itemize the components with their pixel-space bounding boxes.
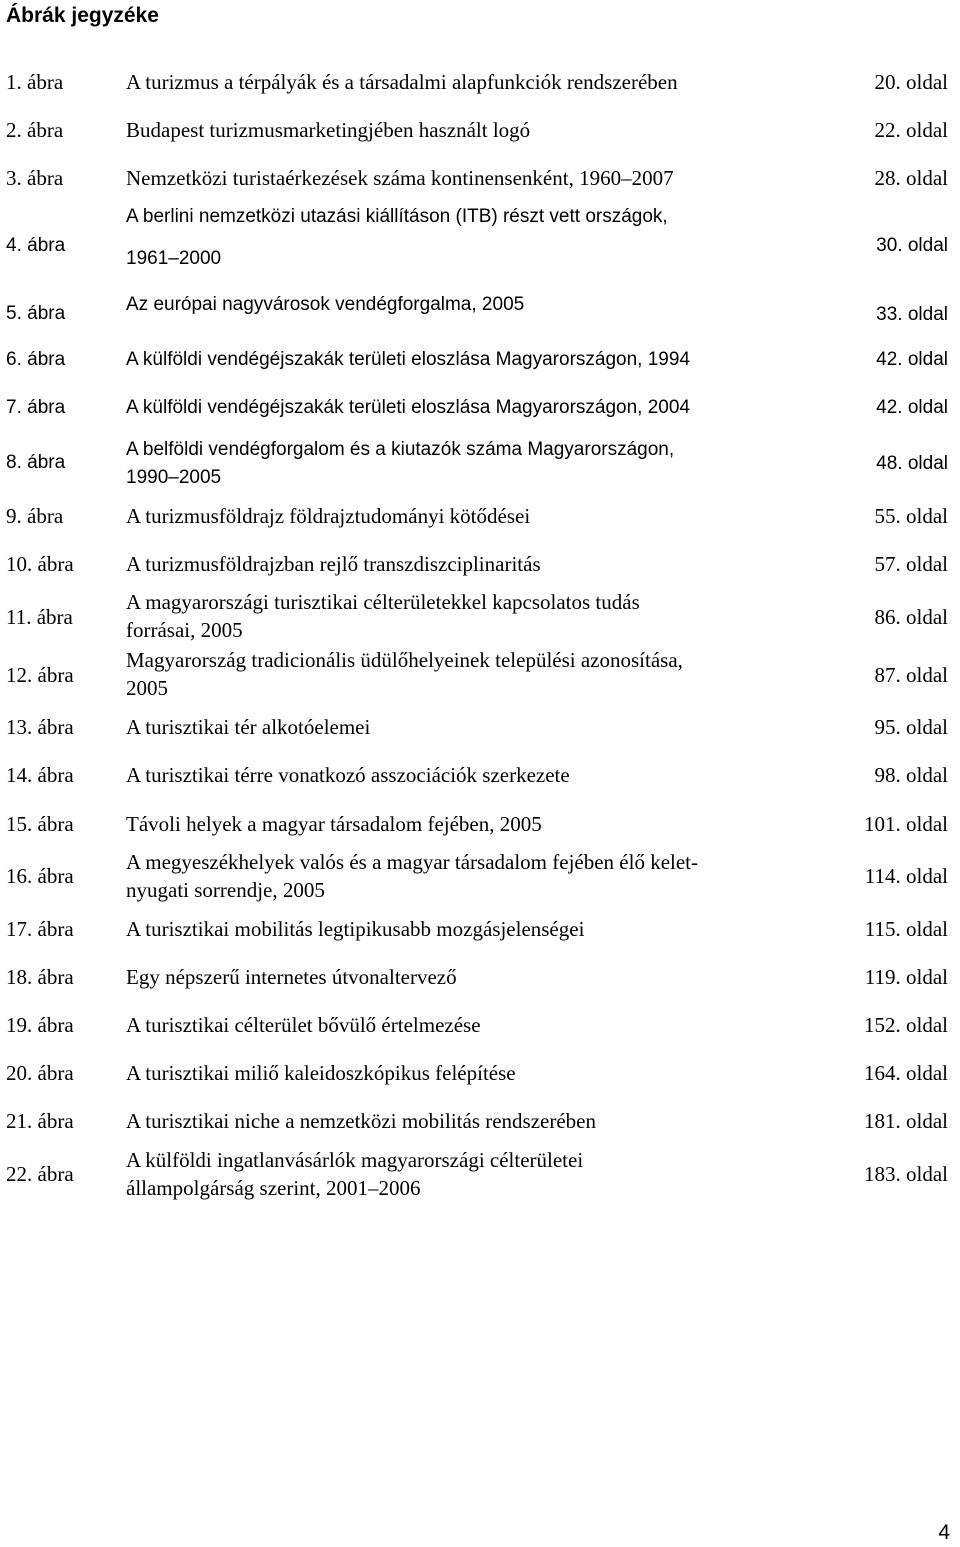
- figure-number: 2. ábra: [6, 118, 64, 142]
- figure-number: 14. ábra: [6, 763, 74, 787]
- figure-page: 55. oldal: [874, 504, 948, 528]
- figure-page: 42. oldal: [876, 397, 948, 418]
- figure-caption: Nemzetközi turistaérkezések száma kontinensenként, 1960–2007: [126, 166, 674, 190]
- figure-caption-line1: A külföldi ingatlanvásárlók magyarországi célterületei: [126, 1148, 584, 1172]
- figure-page: 183. oldal: [864, 1162, 948, 1186]
- figure-page: 33. oldal: [876, 304, 948, 325]
- figure-number: 22. ábra: [6, 1162, 74, 1186]
- figure-caption-line1: Magyarország tradicionális üdülőhelyeinek települési azonosítása,: [126, 648, 683, 672]
- figure-number: 21. ábra: [6, 1109, 74, 1133]
- figure-number: 1. ábra: [6, 70, 64, 94]
- figure-caption: Távoli helyek a magyar társadalom fejében, 2005: [126, 812, 542, 836]
- figure-page: 119. oldal: [864, 965, 948, 989]
- figure-caption: Egy népszerű internetes útvonaltervező: [126, 965, 457, 989]
- page-title: Ábrák jegyzéke: [6, 4, 159, 27]
- page-number: 4: [938, 1521, 950, 1544]
- figure-number: 3. ábra: [6, 166, 64, 190]
- figure-page: 152. oldal: [864, 1013, 948, 1037]
- figure-caption-line2: 1990–2005: [126, 467, 222, 488]
- figure-page: 87. oldal: [874, 663, 948, 687]
- figure-caption: Budapest turizmusmarketingjében használt logó: [126, 118, 531, 142]
- figure-caption-line2: állampolgárság szerint, 2001–2006: [126, 1176, 421, 1200]
- figure-page: 22. oldal: [874, 118, 948, 142]
- figure-caption-line1: A belföldi vendégforgalom és a kiutazók száma Magyarországon,: [126, 439, 675, 460]
- figure-caption: A turisztikai niche a nemzetközi mobilitás rendszerében: [126, 1109, 596, 1133]
- figure-caption-line1: A magyarországi turisztikai célterületekkel kapcsolatos tudás: [126, 590, 640, 614]
- figure-page: 30. oldal: [876, 235, 948, 256]
- figure-caption-line2: 2005: [126, 676, 168, 700]
- figure-number: 4. ábra: [6, 235, 66, 256]
- figure-caption: A turisztikai térre vonatkozó asszociációk szerkezete: [126, 763, 570, 787]
- figure-caption: A turisztikai tér alkotóelemei: [126, 715, 371, 739]
- figure-number: 20. ábra: [6, 1061, 74, 1085]
- figure-number: 10. ábra: [6, 552, 74, 576]
- figure-number: 6. ábra: [6, 349, 66, 370]
- figure-page: 114. oldal: [864, 864, 948, 888]
- figure-caption: A turizmusföldrajzban rejlő transzdiszciplinaritás: [126, 552, 541, 576]
- figure-caption: A turisztikai célterület bővülő értelmezése: [126, 1013, 481, 1037]
- figure-number: 5. ábra: [6, 303, 66, 324]
- figure-caption-line2: forrásai, 2005: [126, 618, 243, 642]
- figure-number: 12. ábra: [6, 663, 74, 687]
- figure-number: 13. ábra: [6, 715, 74, 739]
- figure-caption: Az európai nagyvárosok vendégforgalma, 2005: [126, 294, 525, 315]
- figure-number: 9. ábra: [6, 504, 64, 528]
- figure-page: 20. oldal: [874, 70, 948, 94]
- figure-caption-line1: A berlini nemzetközi utazási kiállításon (ITB) részt vett országok,: [126, 206, 668, 227]
- figure-page: 101. oldal: [864, 812, 948, 836]
- figure-caption: A külföldi vendégéjszakák területi eloszlása Magyarországon, 2004: [126, 397, 690, 418]
- figure-page: 42. oldal: [876, 349, 948, 370]
- figure-page: 86. oldal: [874, 605, 948, 629]
- figure-caption: A turizmusföldrajz földrajztudományi kötődései: [126, 504, 531, 528]
- figure-page: 95. oldal: [874, 715, 948, 739]
- figure-page: 57. oldal: [874, 552, 948, 576]
- figure-caption: A turisztikai mobilitás legtipikusabb mozgásjelenségei: [126, 917, 585, 941]
- figure-caption-line2: 1961–2000: [126, 248, 222, 269]
- figure-number: 15. ábra: [6, 812, 74, 836]
- figure-number: 17. ábra: [6, 917, 74, 941]
- figure-number: 16. ábra: [6, 864, 74, 888]
- figure-page: 98. oldal: [874, 763, 948, 787]
- figure-number: 11. ábra: [6, 605, 73, 629]
- figure-page: 48. oldal: [876, 453, 948, 474]
- figure-page: 28. oldal: [874, 166, 948, 190]
- figure-number: 8. ábra: [6, 452, 66, 473]
- figure-number: 18. ábra: [6, 965, 74, 989]
- figure-number: 7. ábra: [6, 397, 66, 418]
- figure-page: 115. oldal: [864, 917, 948, 941]
- figure-number: 19. ábra: [6, 1013, 74, 1037]
- figure-caption: A turisztikai miliő kaleidoszkópikus felépítése: [126, 1061, 516, 1085]
- figure-page: 181. oldal: [864, 1109, 948, 1133]
- figure-page: 164. oldal: [864, 1061, 948, 1085]
- figure-caption-line2: nyugati sorrendje, 2005: [126, 878, 325, 902]
- figure-caption: A külföldi vendégéjszakák területi eloszlása Magyarországon, 1994: [126, 349, 690, 370]
- figure-caption-line1: A megyeszékhelyek valós és a magyar társadalom fejében élő kelet-: [126, 850, 699, 874]
- figure-caption: A turizmus a térpályák és a társadalmi alapfunkciók rendszerében: [126, 70, 678, 94]
